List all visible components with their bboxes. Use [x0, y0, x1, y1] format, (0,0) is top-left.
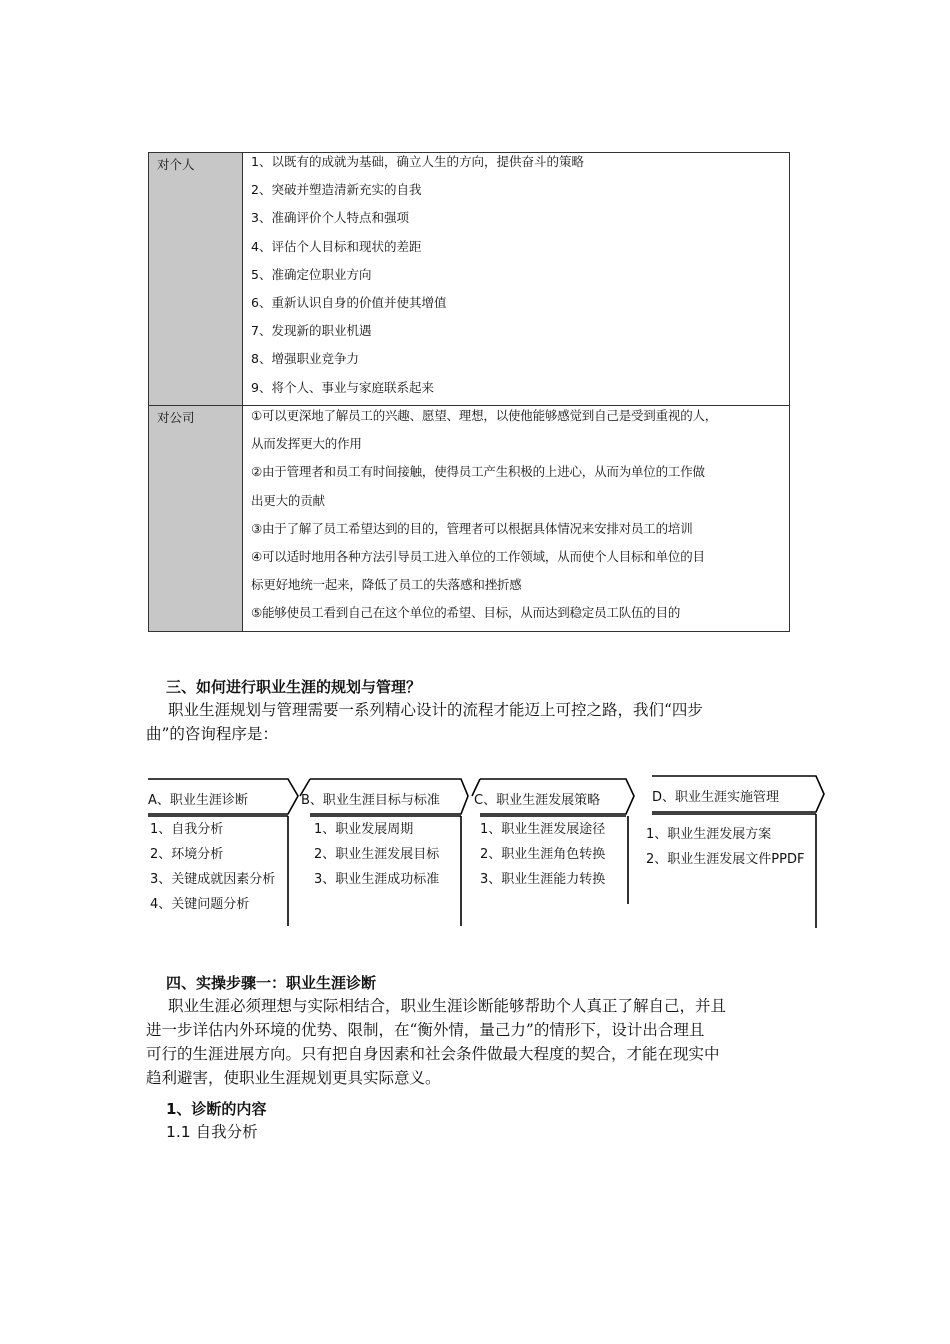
step-a-title: A、职业生涯诊断 — [148, 793, 248, 808]
subsection-heading: 1、诊断的内容 — [166, 1100, 267, 1118]
step-a-items — [150, 817, 275, 917]
list-item: 2、职业生涯角色转换 — [480, 847, 606, 862]
list-line: 出更大的贡献 — [251, 492, 325, 508]
paragraph-line: 职业生涯必须理想与实际相结合，职业生涯诊断能够帮助个人真正了解自己，并且 — [168, 997, 727, 1015]
list-line: ⑤能够使员工看到自己在这个单位的希望、目标，从而达到稳定员工队伍的目的 — [251, 605, 681, 621]
list-line: ②由于管理者和员工有时间接触，使得员工产生积极的上进心，从而为单位的工作做 — [251, 464, 705, 480]
step-b — [298, 776, 468, 928]
list-item: 3、准确评价个人特点和强项 — [251, 210, 409, 226]
four-step-diagram — [148, 776, 828, 928]
list-item: 3、关键成就因素分析 — [150, 872, 276, 887]
list-item: 2、职业生涯发展文件PPDF — [646, 852, 805, 867]
list-line: 从而发挥更大的作用 — [251, 436, 362, 452]
list-item: 6、重新认识自身的价值并使其增值 — [251, 294, 447, 310]
step-c-items — [480, 817, 605, 892]
section3-paragraph — [146, 698, 806, 746]
list-item: 1、以既有的成就为基础，确立人生的方向，提供奋斗的策略 — [251, 154, 584, 169]
step-c-title: C、职业生涯发展策略 — [474, 793, 601, 808]
section4-paragraph — [146, 994, 806, 1090]
step-a — [148, 776, 298, 928]
list-item: 9、将个人、事业与家庭联系起来 — [251, 379, 434, 395]
list-item: 3、职业生涯成功标准 — [314, 872, 440, 887]
list-item: 1、职业发展周期 — [314, 822, 414, 837]
list-line: 标更好地统一起来，降低了员工的失落感和挫折感 — [251, 577, 522, 593]
personal-benefits-list — [243, 153, 789, 405]
paragraph-line: 曲”的咨询程序是： — [146, 725, 278, 743]
list-item: 8、增强职业竞争力 — [251, 351, 359, 367]
list-line: ③由于了解了员工希望达到的目的，管理者可以根据具体情况来安排对员工的培训 — [251, 520, 693, 536]
step-d-items — [646, 822, 804, 872]
list-item: 2、突破并塑造清新充实的自我 — [251, 182, 422, 198]
list-item: 3、职业生涯能力转换 — [480, 872, 606, 887]
step-d-title: D、职业生涯实施管理 — [652, 790, 780, 805]
sub-subsection-heading: 1.1 自我分析 — [166, 1123, 258, 1141]
row-header-personal: 对个人 — [149, 153, 243, 405]
step-c — [468, 776, 638, 928]
step-d — [644, 776, 828, 928]
list-item: 1、自我分析 — [150, 822, 224, 837]
list-item: 2、职业生涯发展目标 — [314, 847, 440, 862]
step-b-items — [314, 817, 439, 892]
list-line: ④可以适时地用各种方法引导员工进入单位的工作领域，从而使个人目标和单位的目 — [251, 548, 705, 564]
list-item: 7、发现新的职业机遇 — [251, 323, 372, 339]
company-benefits-list — [243, 406, 789, 631]
step-b-title: B、职业生涯目标与标准 — [301, 793, 440, 808]
section3-heading: 三、如何进行职业生涯的规划与管理？ — [166, 678, 422, 696]
paragraph-line: 职业生涯规划与管理需要一系列精心设计的流程才能迈上可控之路，我们“四步 — [168, 701, 703, 719]
paragraph-line: 可行的生涯进展方向。只有把自身因素和社会条件做最大程度的契合，才能在现实中 — [146, 1045, 720, 1063]
paragraph-line: 趋利避害，使职业生涯规划更具实际意义。 — [146, 1069, 441, 1087]
benefits-row-personal — [149, 153, 789, 405]
paragraph-line: 进一步详估内外环境的优势、限制，在“衡外情，量己力”的情形下，设计出合理且 — [146, 1021, 705, 1039]
list-item: 5、准确定位职业方向 — [251, 266, 372, 282]
row-header-company: 对公司 — [149, 406, 243, 631]
list-item: 2、环境分析 — [150, 847, 224, 862]
list-item: 4、评估个人目标和现状的差距 — [251, 238, 422, 254]
list-item: 1、职业生涯发展方案 — [646, 827, 772, 842]
list-item: 4、关键问题分析 — [150, 897, 250, 912]
benefits-row-company — [149, 405, 789, 631]
section4-heading: 四、实操步骤一：职业生涯诊断 — [166, 974, 377, 992]
benefits-table — [148, 152, 790, 632]
list-item: 1、职业生涯发展途径 — [480, 822, 606, 837]
list-line: ①可以更深地了解员工的兴趣、愿望、理想，以使他能够感觉到自己是受到重视的人， — [251, 408, 718, 423]
